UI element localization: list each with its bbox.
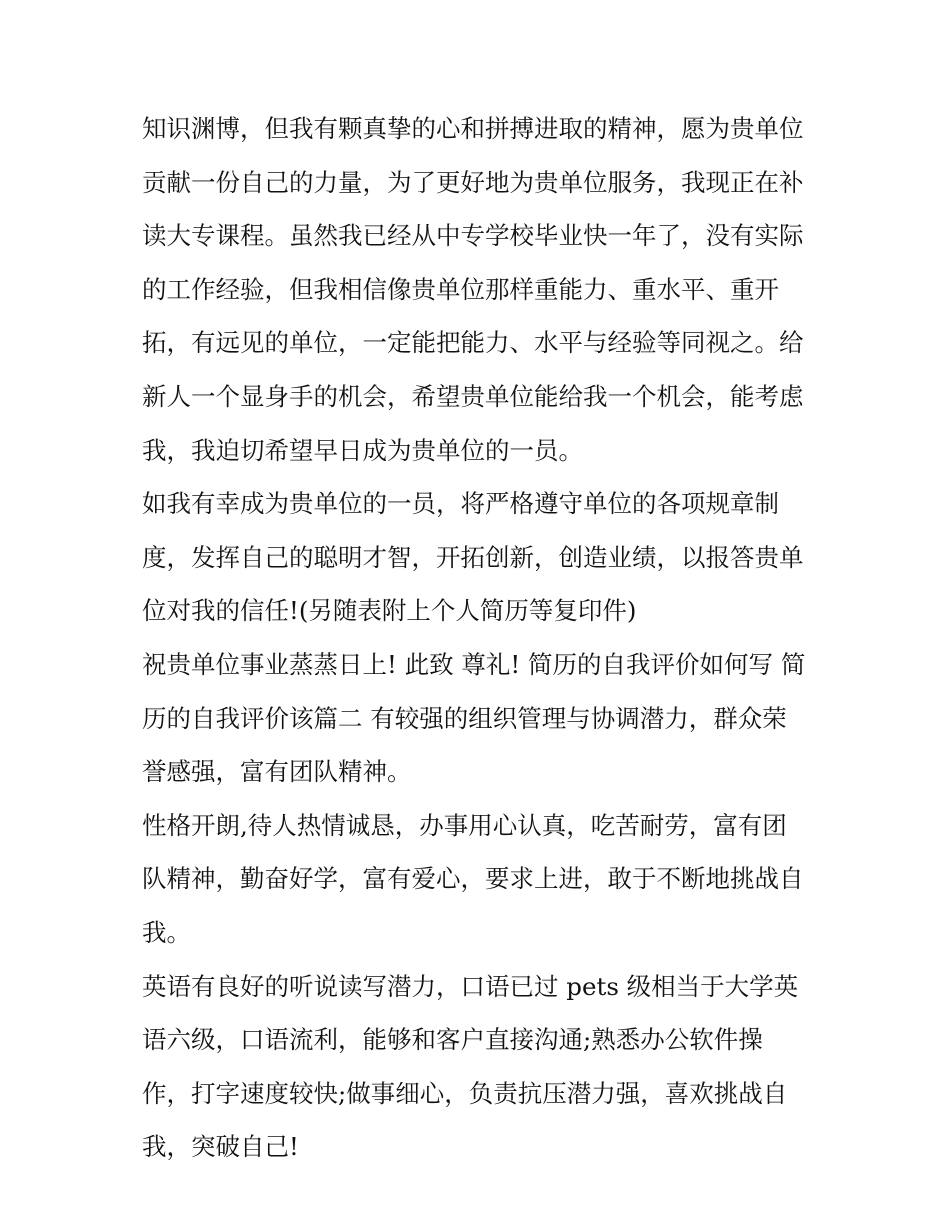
text-line: 的工作经验，但我相信像贵单位那样重能力、重水平、重开	[142, 274, 779, 304]
text-line: 位对我的信任!(另随表附上个人简历等复印件)	[142, 596, 637, 626]
text-line: 知识渊博，但我有颗真挚的心和拼搏进取的精神，愿为贵单位	[142, 114, 804, 143]
text-line: 我，我迫切希望早日成为贵单位的一员。	[142, 435, 583, 465]
text-line: 誉感强，富有团队精神。	[142, 757, 412, 787]
text-line: 新人一个显身手的机会，希望贵单位能给我一个机会，能考虑	[142, 381, 804, 411]
text-line: 队精神，勤奋好学，富有爱心，要求上进，敢于不断地挑战自	[142, 864, 804, 894]
text-line: 我。	[142, 917, 191, 947]
text-line: 拓，有远见的单位，一定能把能力、水平与经验等同视之。给	[142, 328, 804, 358]
text-line: 语六级，口语流利，能够和客户直接沟通;熟悉办公软件操	[142, 1025, 763, 1055]
text-line: 贡献一份自己的力量，为了更好地为贵单位服务，我现正在补	[142, 167, 804, 197]
text-line: 性格开朗,待人热情诚恳，办事用心认真，吃苦耐劳，富有团	[142, 810, 787, 840]
text-line: 祝贵单位事业蒸蒸日上! 此致 尊礼! 简历的自我评价如何写 简	[142, 649, 806, 679]
body-text	[142, 102, 822, 1174]
text-line: 度，发挥自己的聪明才智，开拓创新，创造业绩，以报答贵单	[142, 542, 804, 572]
text-line: 作，打字速度较快;做事细心，负责抗压潜力强，喜欢挑战自	[142, 1078, 788, 1108]
text-line: 如我有幸成为贵单位的一员，将严格遵守单位的各项规章制	[142, 489, 779, 519]
text-line: 历的自我评价该篇二 有较强的组织管理与协调潜力，群众荣	[142, 703, 787, 733]
text-line: 我，突破自己!	[142, 1132, 299, 1162]
text-line: 英语有良好的听说读写潜力，口语已过 pets 级相当于大学英	[142, 971, 799, 1001]
text-line: 读大专课程。虽然我已经从中专学校毕业快一年了，没有实际	[142, 221, 804, 251]
